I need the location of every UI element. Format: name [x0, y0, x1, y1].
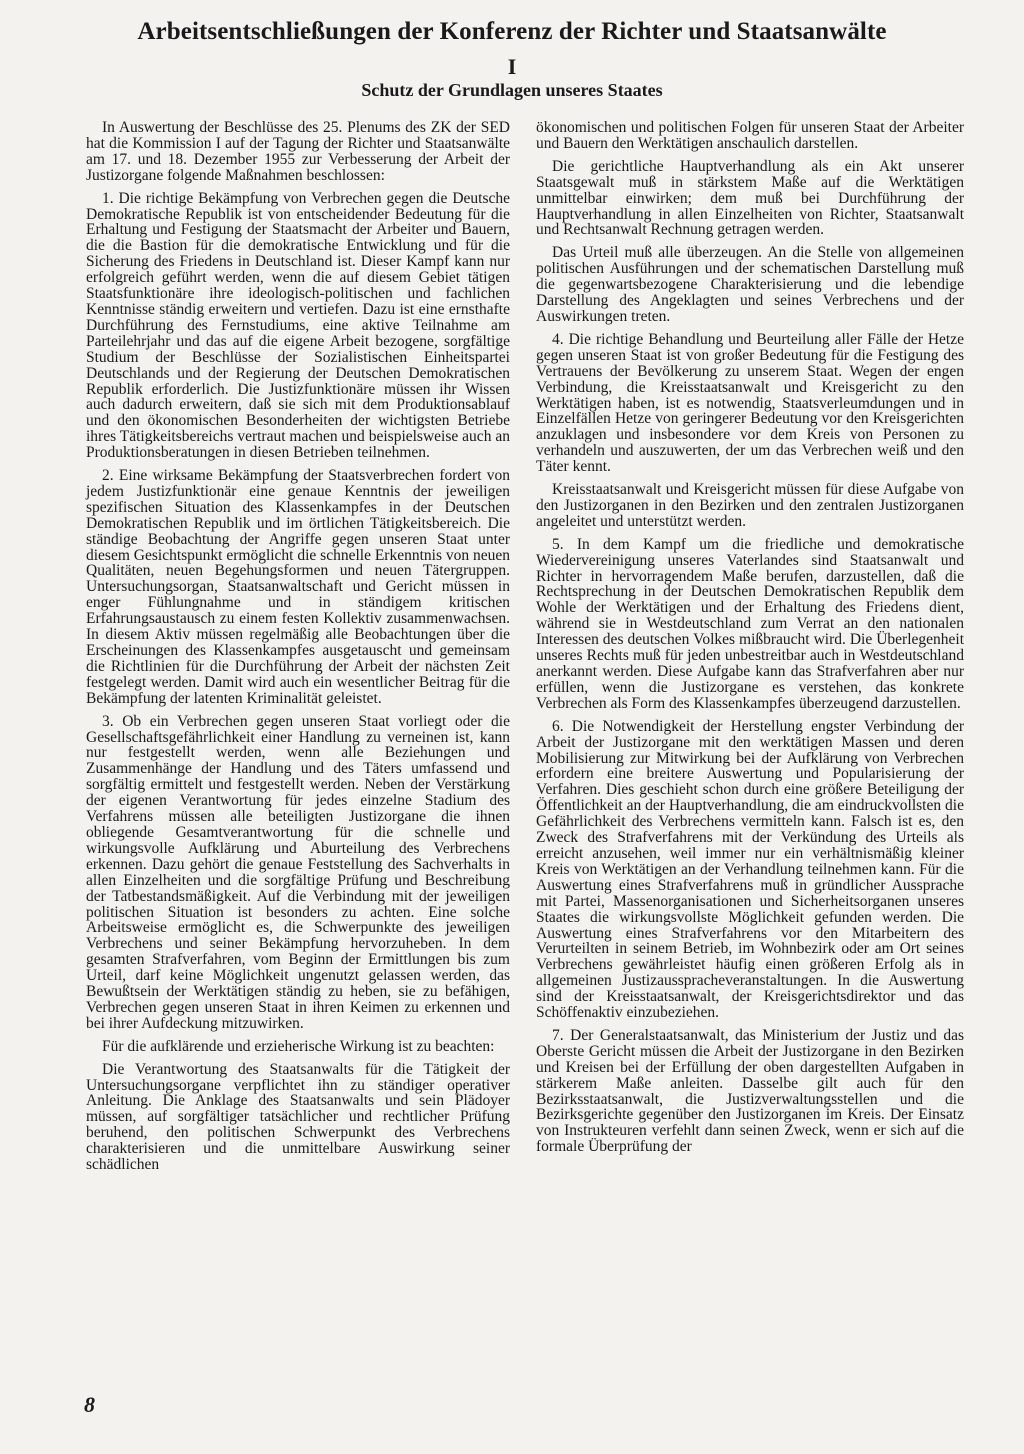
paragraph: 4. Die richtige Behandlung und Beurteilung aller Fälle der Hetze gegen unseren Staat ist von großer Bedeutung für die Festigung des Vertrauens der Bevölkerung zu unserem Staat. Wegen der engen Verbindung, die Kreisstaatsanwalt und Kreisgericht zu den Werktätigen haben, ist es notwendig, Staatsverleumdungen und in Einzelfällen Hetze von geringerer Bedeutung vor den Kreisgerichten anzuklagen und insbesondere vor dem Kreis von Personen zu verhandeln und auszuwerten, der um das Verbrechen weiß und den Täter kennt. — [536, 330, 964, 476]
paragraph: Für die aufklärende und erzieherische Wirkung ist zu beachten: — [102, 1037, 495, 1055]
paragraph: Die gerichtliche Hauptverhandlung als ein Akt unserer Staatsgewalt muß in stärkstem Maße auf die Werktätigen unmittelbar einwirken; dem muß bei Durchführung der Hauptverhandlung in allen Einzelheiten von Richter, Staatsanwalt und Rechtsanwalt Rechnung getragen werden. — [536, 157, 964, 239]
section-numeral: I — [507, 54, 517, 79]
paragraph: 5. In dem Kampf um die friedliche und demokratische Wiedervereinigung unseres Vaterlandes sind Staatsanwalt und Richter in hervorragendem Maße berufen, darzustellen, daß die Rechtsprechung in der Deutschen Demokratischen Republik dem Wohle der Werktätigen und der Erhaltung des Friedens dient, während sie in Westdeutschland zum Verrat an den nationalen Interessen des deutschen Volkes mißbraucht wird. Die Überlegenheit unseres Rechts muß für jeden unbestreitbar auch in Westdeutschland anerkannt werden. Diese Aufgabe kann das Strafverfahren aber nur erfüllen, wenn die Justizorgane es verstehen, das konkrete Verbrechen als Form des Klassenkampfes überzeugend darzustellen. — [536, 535, 964, 712]
section-subtitle: Schutz der Grundlagen unseres Staates — [361, 80, 663, 100]
paragraph: 7. Der Generalstaatsanwalt, das Ministerium der Justiz und das Oberste Gericht müssen die Arbeit der Justizorgane in den Bezirken und Kreisen bei der Erfüllung der oben dargestellten Aufgaben in stärkerem Maße anleiten. Dasselbe gilt auch für den Bezirksstaatsanwalt, die Justizverwaltungsstellen und die Bezirksgerichte gegenüber den Justizorganen im Kreis. Der Einsatz von Instrukteuren verfehlt dann seinen Zweck, wenn er sich auf die formale Überprüfung der — [536, 1026, 964, 1156]
right-column — [536, 120, 964, 1162]
paragraph: Das Urteil muß alle überzeugen. An die Stelle von allgemeinen politischen Ausführungen und der schematischen Darstellung muß die gegenwartsbezogene Charakterisierung und die lebendige Darstellung des Angeklagten und seines Verbrechens und der Auswirkungen treten. — [536, 244, 964, 325]
page-number: 8 — [84, 1392, 95, 1417]
paragraph: ökonomischen und politischen Folgen für unseren Staat der Arbeiter und Bauern den Werktätigen anschaulich darstellen. — [536, 119, 964, 152]
paragraph: Kreisstaatsanwalt und Kreisgericht müssen für diese Aufgabe von den Justizorganen in den Bezirken und den zentralen Justizorganen angeleitet und unterstützt werden. — [536, 481, 964, 530]
paragraph: 6. Die Notwendigkeit der Herstellung engster Verbindung der Arbeit der Justizorgane mit den werktätigen Massen und deren Mobilisierung zur Mitwirkung bei der Aufklärung von Verbrechen erfordern eine breitere Auswertung und Popularisierung der Verfahren. Dies geschieht schon durch eine größere Beteiligung der Öffentlichkeit an der Hauptverhandlung, die am eindruckvollsten die Gefährlichkeit des Verbrechens vermitteln kann. Falsch ist es, den Zweck des Strafverfahrens mit der Verkündung des Urteils als erreicht anzusehen, weil immer nur ein verhältnismäßig kleiner Kreis von Werktätigen an der Verhandlung teilnehmen kann. Für die Auswertung eines Strafverfahrens muß in gründlicher Aussprache mit Partei, Massenorganisationen und Sicherheitsorganen unseres Staates die wirkungsvollste Möglichkeit gefunden werden. Die Auswertung eines Strafverfahrens vor den Mitarbeitern des Verurteilten in seinem Betrieb, im Wohnbezirk oder am Ort seines Verbrechens gewährleistet häufig einen größeren Erfolg als in allgemeinen Justizausspracheveranstaltungen. In die Auswertung sind der Kreisstaatsanwalt, der Kreisgerichtsdirektor und das Schöffenaktiv einzubeziehen. — [536, 717, 964, 1022]
paragraph: 1. Die richtige Bekämpfung von Verbrechen gegen die Deutsche Demokratische Republik ist von entscheidender Bedeutung für die Erhaltung und Festigung der Staatsmacht der Arbeiter und Bauern, die die Bastion für die demokratische Entwicklung und für die Sicherung des Friedens in Deutschland ist. Dieser Kampf kann nur erfolgreich geführt werden, wenn die auf diesem Gebiet tätigen Staatsfunktionäre ihre ideologisch-politischen und fachlichen Kenntnisse ständig erweitern und vertiefen. Dazu ist eine ernsthafte Durchführung des Fernstudiums, eine aktive Teilnahme am Parteilehrjahr und das auf die eigene Arbeit bezogene, sorgfältige Studium der Beschlüsse der Sozialistischen Einheitspartei Deutschlands und der Regierung der Deutschen Demokratischen Republik erforderlich. Die Justizfunktionäre müssen ihr Wissen auch dadurch erweitern, daß sie sich mit dem Produktionsablauf und den ökonomischen Besonderheiten der wichtigsten Betriebe ihres Tätigkeitsbereichs vertraut machen und beispielsweise auch an Produktionsberatungen in diesen Betrieben teilnehmen. — [86, 189, 510, 462]
paragraph: 3. Ob ein Verbrechen gegen unseren Staat vorliegt oder die Gesellschaftsgefährlichkeit einer Handlung zu verneinen ist, kann nur festgestellt werden, wenn alle Beziehungen und Zusammenhänge der Handlung und des Täters umfassend und sorgfältig ermittelt und festgestellt werden. Neben der Verstärkung der eigenen Verantwortung für jedes einzelne Stadium des Verfahrens müssen alle beteiligten Justizorgane die ihnen obliegende Gesamtverantwortung für die schnelle und wirkungsvolle Aufklärung und Aburteilung des Verbrechens erkennen. Dazu gehört die genaue Feststellung des Sachverhalts in allen Einzelheiten und die sorgfältige Prüfung und Beschreibung der Tatbestandsmäßigkeit. Auf die Verbindung mit der jeweiligen politischen Situation ist besonders zu achten. Eine solche Arbeitsweise ermöglicht es, die Schwerpunkte des jeweiligen Verbrechens und seiner Bekämpfung hervorzuheben. In dem gesamten Strafverfahren, vom Beginn der Ermittlungen bis zum Urteil, darf keine Möglichkeit ungenutzt gelassen werden, das Bewußtsein der Werktätigen ständig zu heben, sie zu befähigen, Verbrechen gegen unseren Staat in ihren Keimen zu erkennen und bei ihrer Aufdeckung mitzuwirken. — [86, 712, 510, 1032]
paragraph: Die Verantwortung des Staatsanwalts für die Tätigkeit der Untersuchungsorgane verpflichtet ihn zu ständiger operativer Anleitung. Die Anklage des Staatsanwalts und sein Plädoyer müssen, auf sorgfältiger tatsächlicher und rechtlicher Prüfung beruhend, den politischen Schwerpunkt des Verbrechens charakterisieren und die unmittelbare Auswirkung seiner schädlichen — [86, 1060, 510, 1174]
document-title: Arbeitsentschließungen der Konferenz der Richter und Staatsanwälte — [137, 18, 887, 45]
left-column — [86, 120, 510, 1180]
paragraph: 2. Eine wirksame Bekämpfung der Staatsverbrechen fordert von jedem Justizfunktionär eine genaue Kenntnis der jeweiligen spezifischen Situation des Klassenkampfes in der Deutschen Demokratischen Republik und im örtlichen Tätigkeitsbereich. Die ständige Beobachtung der Angriffe gegen unseren Staat unter diesem Gesichtspunkt ermöglicht die schnelle Erkenntnis von neuen Qualitäten, neuen Begehungsformen und neuen Tätergruppen. Untersuchungsorgan, Staatsanwaltschaft und Gericht müssen in enger Fühlungnahme und in ständigem kritischen Erfahrungsaustausch zu einem festen Kollektiv zusammenwachsen. In diesem Aktiv müssen regelmäßig alle Beobachtungen über die Erscheinungen des Klassenkampfes ausgetauscht und gemeinsam die Richtlinien für die Durchführung der Arbeit der nächsten Zeit festgelegt werden. Damit wird auch ein wesentlicher Beitrag für die Bekämpfung der latenten Kriminalität geleistet. — [86, 467, 510, 707]
paragraph: In Auswertung der Beschlüsse des 25. Plenums des ZK der SED hat die Kommission I auf der Tagung der Richter und Staatsanwälte am 17. und 18. Dezember 1955 zur Verbesserung der Arbeit der Justizorgane folgende Maßnahmen beschlossen: — [86, 119, 510, 184]
